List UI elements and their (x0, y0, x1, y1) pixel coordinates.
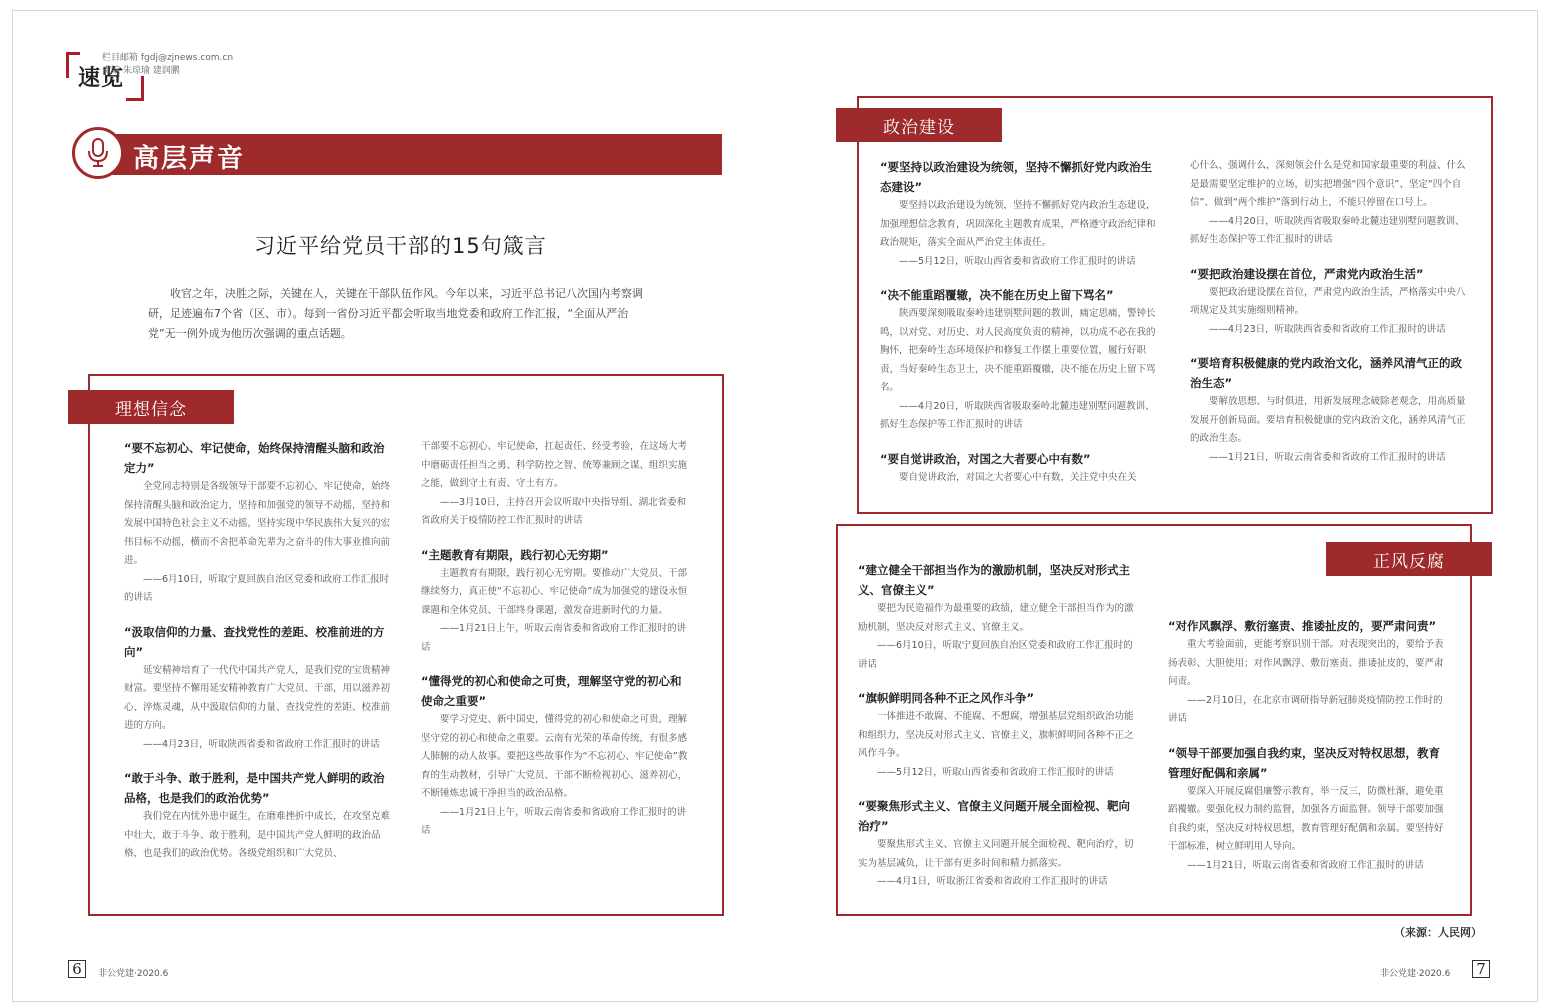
quote-block (1168, 743, 1450, 876)
quote-body: 要聚焦形式主义、官僚主义问题开展全面检视、靶向治疗，切实为基层减负，让干部有更多时间和精力抓落实。 (858, 839, 1134, 869)
quote-body: 陕西要深刻吸取秦岭违建别墅问题的教训，痛定思痛，警钟长鸣，以对党、对历史、对人民高度负责的精神，以功成不必在我的胸怀，把秦岭生态环境保护和修复工作摆上重要位置，履行好职责，当好秦岭生态卫士，决不能重蹈覆辙，决不能在历史上留下骂名。 (880, 308, 1156, 393)
quote-source: ——6月10日，听取宁夏回族自治区党委和政府工作汇报时的讲话 (858, 640, 1133, 670)
quote-source: ——5月12日，听取山西省委和省政府工作汇报时的讲话 (877, 766, 1114, 778)
quote-block (880, 285, 1162, 435)
page-number-right: 7 (1472, 960, 1490, 978)
page-number-left: 6 (68, 960, 86, 978)
quote-source: ——5月12日，听取山西省委和省政府工作汇报时的讲话 (899, 255, 1136, 267)
quote-block (124, 438, 392, 608)
footer-pub-right: 非公党建·2020.6 (1380, 969, 1451, 979)
quote-block (1190, 157, 1472, 250)
quote-body: 全党同志特别是各级领导干部要不忘初心、牢记使命，始终保持清醒头脑和政治定力，坚持和加强党的领导不动摇，坚持和发展中国特色社会主义不动摇，坚持实现中华民族伟大复兴的宏伟目标不动摇，横而不舍把革命先辈为之奋斗的伟大事业推向前进。 (124, 481, 391, 566)
column (858, 560, 1140, 906)
quote-block (858, 560, 1140, 674)
column (880, 157, 1162, 487)
quote-source: ——1月21日上午，听取云南省委和省政府工作汇报时的讲话 (421, 623, 687, 653)
quote-body: 要坚持以政治建设为统领，坚持不懈抓好党内政治生态建设，加强理想信念教育，巩固深化主题教育成果，严格遵守政治纪律和政治规矩，落实全面从严治党主体责任。 (880, 200, 1156, 248)
quote-heading: “主题教育有期限，践行初心无穷期” (421, 547, 609, 562)
column (1190, 157, 1472, 481)
quote-body: 主题教育有期限，践行初心无穷期。要推动广大党员、干部继续努力，真正使“不忘初心、牢记使命”成为加强党的建设永恒课题和全体党员、干部终身课题，激发奋进新时代的力量。 (421, 567, 688, 616)
quote-block (421, 545, 691, 658)
quote-block (124, 622, 392, 755)
column-mail: 栏目邮箱 fgdj@zjnews.com.cn (102, 53, 234, 63)
quote-body: 干部要不忘初心、牢记使命，扛起责任、经受考验，在这场大考中磨砺责任担当之勇、科学防控之智、统筹兼顾之谋、组织实施之能，做到守土有责、守土有方。 (421, 441, 688, 489)
section-frame-right (141, 76, 144, 101)
quote-source: ——1月21日上午，听取云南省委和省政府工作汇报时的讲话 (421, 806, 687, 836)
quote-block (1190, 264, 1472, 340)
quote-heading: “要培育积极健康的党内政治文化，涵养风清气正的政治生态” (1190, 356, 1463, 390)
section-label: 速览 (78, 66, 125, 91)
quote-body: 要把政治建设摆在首位，严肃党内政治生活，严格落实中央八项规定及其实施细则精神。 (1190, 286, 1466, 316)
column-editors: 责编 朱琼瑜 建润鹏 (102, 66, 180, 76)
quote-heading: “汲取信仰的力量、查找党性的差距、校准前进的方向” (124, 624, 385, 659)
quote-source: ——3月10日，主持召开会议听取中央指导组、湖北省委和省政府关于疫情防控工作汇报时的讲话 (421, 496, 687, 526)
quote-body: 要把为民造福作为最重要的政绩，建立健全干部担当作为的激励机制，坚决反对形式主义、官僚主义。 (858, 603, 1134, 633)
quote-heading: “对作风飘浮、敷衍塞责、推诿扯皮的，要严肃问责” (1168, 619, 1437, 633)
quote-body: 要学习党史、新中国史，懂得党的初心和使命之可贵，理解坚守党的初心和使命之重要。云南有光荣的革命传统，有很多感人肺腑的动人故事。要把这些故事作为“不忘初心、牢记使命”教育的生动教材，引导广大党员、干部不断检视初心、滋养初心，不断锤炼忠诚干净担当的政治品格。 (421, 714, 688, 799)
quote-body: 延安精神培育了一代代中国共产党人，是我们党的宝贵精神财富。要坚持不懈用延安精神教育广大党员、干部，用以滋养初心、淬炼灵魂，从中汲取信仰的力量、查找党性的差距、校准前进的方向。 (124, 664, 391, 731)
quote-heading: “决不能重蹈覆辙，决不能在历史上留下骂名” (880, 288, 1114, 302)
quote-block (858, 796, 1140, 892)
quote-block (421, 671, 691, 841)
quote-block (421, 438, 691, 531)
quote-body: 要自觉讲政治，对国之大者要心中有数，关注党中央在关 (899, 471, 1137, 483)
quote-heading: “建立健全干部担当作为的激励机制，坚决反对形式主义、官僚主义” (858, 563, 1131, 597)
quote-heading: “懂得党的初心和使命之可贵，理解坚守党的初心和使命之重要” (421, 674, 682, 708)
quote-heading: “要自觉讲政治，对国之大者要心中有数” (880, 451, 1091, 466)
quote-body: 重大考验面前，更能考察识别干部。对表现突出的，要给予表扬表彰、大胆使用；对作风飘浮、敷衍塞责、推诿扯皮的，要严肃问责。 (1168, 639, 1444, 687)
footer-pub-left: 非公党建·2020.6 (98, 969, 169, 979)
column (124, 438, 392, 864)
quote-block (880, 449, 1162, 488)
column (421, 438, 691, 855)
quote-heading: “要聚焦形式主义、官僚主义问题开展全面检视、靶向治疗” (858, 799, 1131, 833)
quote-source: ——6月10日，听取宁夏回族自治区党委和政府工作汇报时的讲话 (124, 573, 390, 603)
quote-source: ——4月1日，听取浙江省委和省政府工作汇报时的讲话 (877, 876, 1108, 887)
section-tag-lixiang: 理想信念 (68, 390, 234, 424)
quote-heading: “要把政治建设摆在首位，严肃党内政治生活” (1190, 266, 1424, 281)
column-meta (102, 52, 233, 78)
quote-block (1190, 353, 1472, 467)
column (1168, 616, 1450, 889)
quote-source: ——2月10日，在北京市调研指导新冠肺炎疫情防控工作时的讲话 (1168, 694, 1443, 724)
quote-body: 我们党在内忧外患中诞生，在磨难挫折中成长，在攻坚克难中壮大，敢于斗争、敢于胜利，是中国共产党人鲜明的政治品格，也是我们的政治优势。各级党组织和广大党员、 (124, 811, 391, 859)
section-tag-zhengzhi: 政治建设 (836, 108, 1002, 142)
quote-source: ——1月21日，听取云南省委和省政府工作汇报时的讲话 (1209, 451, 1446, 463)
quote-heading: “敢于斗争、敢于胜利，是中国共产党人鲜明的政治品格，也是我们的政治优势” (124, 771, 385, 805)
quote-source: ——4月20日，听取陕西省吸取秦岭北麓违建别墅问题教训、抓好生态保护等工作汇报时的讲话 (1190, 215, 1465, 245)
quote-source: ——4月23日，听取陕西省委和省政府工作汇报时的讲话 (1209, 323, 1446, 335)
quote-source: ——1月21日，听取云南省委和省政府工作汇报时的讲话 (1187, 859, 1424, 871)
section-tag-zhengfeng: 正风反腐 (1326, 542, 1492, 576)
quote-block (1168, 616, 1450, 729)
quote-source: ——4月20日，听取陕西省吸取秦岭北麓违建别墅问题教训、抓好生态保护等工作汇报时的讲话 (880, 400, 1155, 430)
banner-title: 高层声音 (133, 144, 246, 174)
quote-heading: “要坚持以政治建设为统领，坚持不懈抓好党内政治生态建设” (880, 160, 1153, 194)
quote-heading: “旗帜鲜明同各种不正之风作斗争” (858, 691, 1035, 705)
quote-body: 心什么、强调什么，深刻领会什么是党和国家最重要的利益、什么是最需要坚定维护的立场，切实把增强“四个意识”、坚定“四个自信”、做到“两个维护”落到行动上，不能只停留在口号上。 (1190, 160, 1466, 208)
article-title: 习近平给党员干部的15句箴言 (254, 234, 547, 258)
quote-body: 要深入开展反腐倡廉警示教育，举一反三，防微杜渐，避免重蹈覆辙。要强化权力制约监督，加强各方面监督。领导干部要加强自我约束，坚决反对特权思想，教育管理好配偶和亲属。要坚持好干部标准，树立鲜明用人导向。 (1168, 785, 1444, 852)
quote-heading: “要不忘初心、牢记使命，始终保持清醒头脑和政治定力” (124, 441, 385, 475)
section-frame-left (66, 52, 69, 78)
quote-body: 要解放思想、与时俱进，用新发展理念破除老观念，用高质量发展开创新局面。要培育积极健康的党内政治文化，涵养风清气正的政治生态。 (1190, 396, 1466, 444)
microphone-icon (72, 127, 124, 179)
quote-block (880, 157, 1162, 271)
quote-heading: “领导干部要加强自我约束，坚决反对特权思想，教育管理好配偶和亲属” (1168, 745, 1441, 780)
quote-body: 一体推进不敢腐、不能腐、不想腐，增强基层党组织政治功能和组织力，坚决反对形式主义、官僚主义，旗帜鲜明同各种不正之风作斗争。 (858, 711, 1134, 759)
article-intro: 收官之年，决胜之际，关键在人，关键在干部队伍作风。今年以来，习近平总书记八次国内考察调研，足迹遍布7个省（区、市）。每到一省份习近平都会听取当地党委和政府工作汇报，“全面从严治党”无一例外成为他历次强调的重点话题。 (148, 287, 643, 340)
quote-block (124, 768, 392, 864)
quote-source: ——4月23日，听取陕西省委和省政府工作汇报时的讲话 (143, 738, 380, 750)
quote-block (858, 688, 1140, 782)
source-note: （来源：人民网） (1394, 926, 1482, 939)
